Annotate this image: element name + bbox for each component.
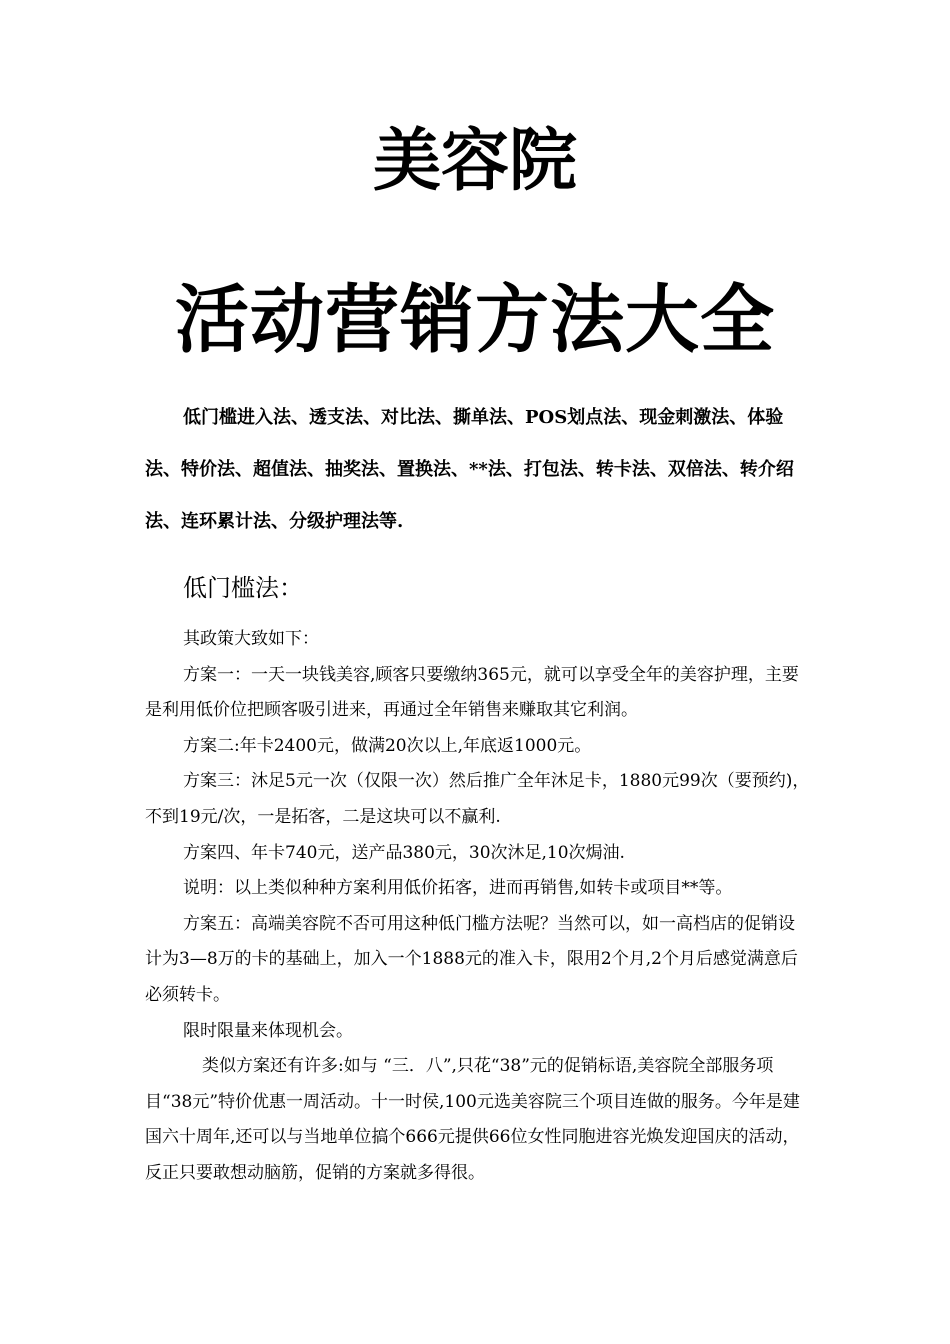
- paragraph-plan-4: 方案四、年卡740元，送产品380元，30次沐足,10次焗油.: [183, 842, 625, 863]
- body-text: [145, 622, 810, 1192]
- paragraph-limited: 限时限量来体现机会。: [183, 1020, 353, 1041]
- paragraph-plan-3: 方案三：沐足5元一次（仅限一次）然后推广全年沐足卡，1880元99次（要预约)，不到19元/次，一是拓客，二是这块可以不赢利.: [145, 771, 810, 827]
- section-heading: 低门槛法：: [183, 574, 303, 602]
- paragraph-note: 说明：以上类似种种方案利用低价拓客，进而再销售,如转卡或项目**等。: [183, 878, 733, 899]
- intro-text: 低门槛进入法、透支法、对比法、撕单法、POS划点法、现金刺激法、体验法、特价法、超值法、抽奖法、置换法、**法、打包法、转卡法、双倍法、转介绍法、连环累计法、分级护理法等.: [145, 407, 794, 532]
- title-line-2: 活动营销方法大全: [175, 277, 775, 363]
- paragraph-plan-5: 方案五：高端美容院不否可用这种低门槛方法呢？当然可以，如一高档店的促销设计为3—8万的卡的基础上，加入一个1888元的准入卡，限用2个月,2个月后感觉满意后必须转卡。: [145, 913, 798, 1005]
- title-line-1: 美容院: [372, 122, 577, 201]
- intro-paragraph: [145, 392, 815, 548]
- paragraph-policy-intro: 其政策大致如下：: [183, 629, 319, 649]
- paragraph-plan-1: 方案一：一天一块钱美容,顾客只要缴纳365元，就可以享受全年的美容护理，主要是利用低价位把顾客吸引进来，再通过全年销售来赚取其它利润。: [145, 664, 799, 721]
- paragraph-plan-2: 方案二:年卡2400元，做满20次以上,年底返1000元。: [183, 735, 592, 756]
- paragraph-similar-plans: 类似方案还有许多:如与 “三．八”,只花“38”元的促销标语,美容院全部服务项目“38元”特价优惠一周活动。十一时侯,100元选美容院三个项目连做的服务。今年是建国六十周年,还可以与当地单位搞个666元提供66位女性同胞进容光焕发迎国庆的活动，反正只要敢想动脑筋，促销的方案就多得很。: [145, 1056, 800, 1183]
